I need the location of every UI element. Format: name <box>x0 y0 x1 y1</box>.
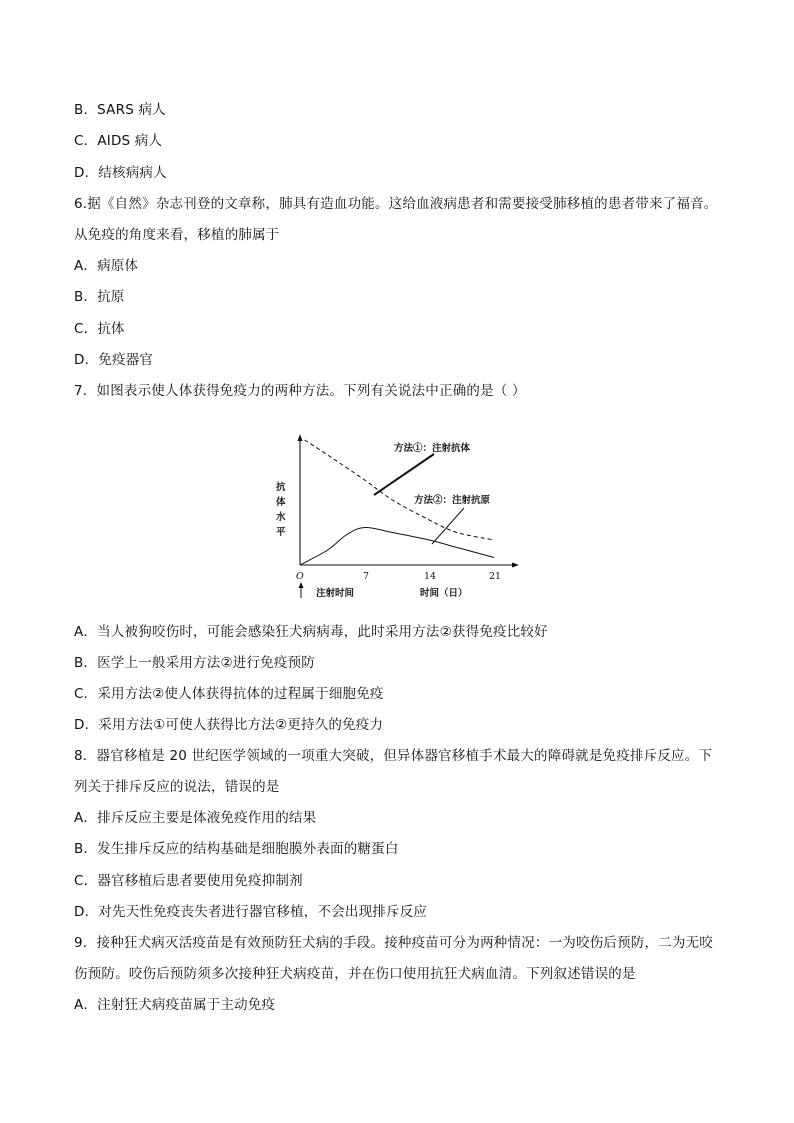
method1-pointer <box>374 454 434 495</box>
antibody-level-figure <box>268 432 524 608</box>
question-6-stem-line-1: 6.据《自然》杂志刊登的文章称，肺具有造血功能。这给血液病患者和需要接受肺移植的患者带来了福音。 <box>74 196 718 212</box>
y-label-char-3: 水 <box>276 512 286 523</box>
question-9-stem-line-2: 伤预防。咬伤后预防须多次接种狂犬病疫苗，并在伤口使用抗狂犬病血清。下列叙述错误的是 <box>74 966 636 982</box>
x-tick-14: 14 <box>424 571 437 582</box>
y-label-char-4: 平 <box>276 527 286 538</box>
y-label-char-2: 体 <box>276 497 286 508</box>
injection-arrow-head <box>299 582 304 588</box>
origin-label: O <box>296 571 304 582</box>
y-axis-arrow <box>298 434 303 441</box>
q8-option-b: B．发生排斥反应的结构基础是细胞膜外表面的糖蛋白 <box>74 841 399 857</box>
q6-option-b: B．抗原 <box>74 289 125 305</box>
q6-option-d: D．免疫器官 <box>74 352 154 368</box>
x-tick-7: 7 <box>363 571 370 582</box>
q9-option-a: A．注射狂犬病疫苗属于主动免疫 <box>74 997 276 1013</box>
x-tick-21: 21 <box>489 571 502 582</box>
method2-label: 方法②：注射抗原 <box>414 495 491 506</box>
antibody-chart-svg <box>268 432 524 608</box>
q8-option-d: D．对先天性免疫丧失者进行器官移植，不会出现排斥反应 <box>74 904 428 920</box>
y-label-char-1: 抗 <box>276 482 286 493</box>
q8-option-c: C．器官移植后患者要使用免疫抑制剂 <box>74 873 303 889</box>
question-6-stem-line-2: 从免疫的角度来看，移植的肺属于 <box>74 227 280 243</box>
question-7-stem: 7．如图表示使人体获得免疫力的两种方法。下列有关说法中正确的是（ ） <box>74 383 526 399</box>
q8-option-a: A．排斥反应主要是体液免疫作用的结果 <box>74 810 317 826</box>
option-d-tb: D．结核病病人 <box>74 165 167 181</box>
q6-option-c: C．抗体 <box>74 321 125 337</box>
option-b-sars: B．SARS 病人 <box>74 102 166 118</box>
q7-option-b: B．医学上一般采用方法②进行免疫预防 <box>74 655 315 671</box>
question-9-stem-line-1: 9．接种狂犬病灭活疫苗是有效预防狂犬病的手段。接种疫苗可分为两种情况：一为咬伤后预防，二为无咬 <box>74 935 713 951</box>
question-8-stem-line-1: 8．器官移植是 20 世纪医学领域的一项重大突破，但异体器官移植手术最大的障碍就是免疫排斥反应。下 <box>74 748 713 764</box>
method2-antigen-curve <box>300 527 494 565</box>
q7-option-c: C．采用方法②使人体获得抗体的过程属于细胞免疫 <box>74 686 384 702</box>
injection-time-label: 注射时间 <box>316 588 355 599</box>
question-8-stem-line-2: 列关于排斥反应的说法，错误的是 <box>74 779 280 795</box>
x-axis-label: 时间（日） <box>420 588 468 599</box>
option-c-aids: C．AIDS 病人 <box>74 133 163 149</box>
method1-label: 方法①：注射抗体 <box>394 443 471 454</box>
method2-pointer <box>432 508 464 544</box>
q7-option-a: A．当人被狗咬伤时，可能会感染狂犬病病毒，此时采用方法②获得免疫比较好 <box>74 624 548 640</box>
q6-option-a: A．病原体 <box>74 258 139 274</box>
method1-antibody-curve <box>305 440 494 540</box>
q7-option-d: D．采用方法①可使人获得比方法②更持久的免疫力 <box>74 717 384 733</box>
x-axis-arrow <box>512 563 519 568</box>
